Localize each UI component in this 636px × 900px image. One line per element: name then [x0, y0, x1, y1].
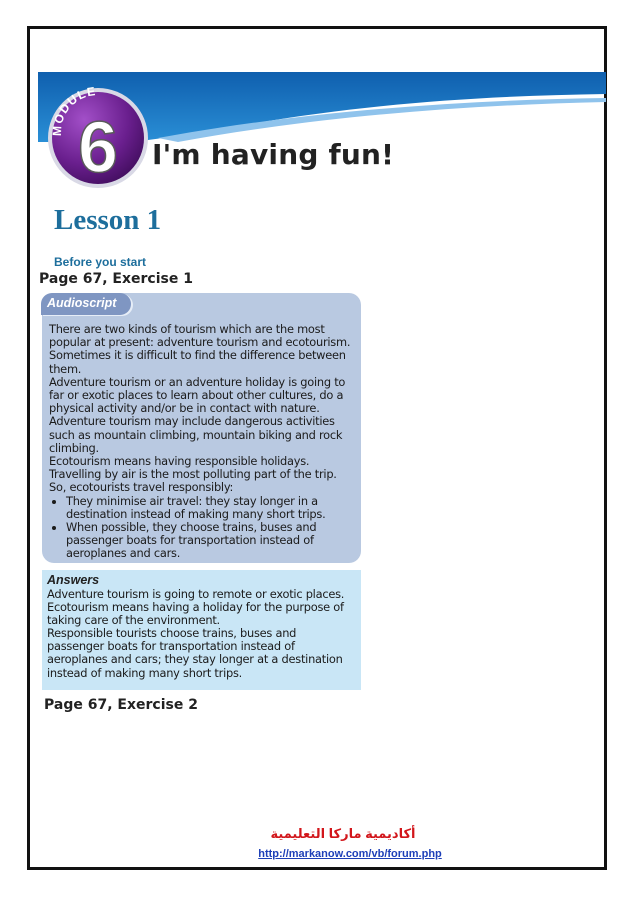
answer-paragraph: Adventure tourism is going to remote or exotic places. — [47, 587, 345, 601]
before-you-start-heading: Before you start — [54, 255, 147, 269]
footer-academy-name: أكاديمية ماركا التعليمية — [270, 826, 416, 841]
audioscript-tab — [41, 293, 131, 315]
audioscript-paragraph: Adventure tourism or an adventure holiday is going to far or exotic places to learn about other cultures, do a physical activity and/or be in contact with nature. Adventure tourism may include dangerous activities such as mountain climbing, mountain biking and rock climbing. — [49, 374, 346, 455]
audioscript-paragraph: Ecotourism means having responsible holidays. Travelling by air is the most polluting part of the trip. So, ecotourists travel responsibly: — [49, 454, 337, 495]
audioscript-paragraph: There are two kinds of tourism which are the most popular at present: adventure tourism and ecotourism. Sometimes it is difficult to find the difference between them. — [49, 322, 351, 376]
answers-text — [47, 588, 355, 680]
module-number: 6 — [77, 108, 119, 188]
exercise-2-ref: Page 67, Exercise 2 — [44, 697, 198, 713]
answers-box — [42, 570, 361, 690]
answers-heading: Answers — [47, 573, 100, 587]
audioscript-box — [42, 293, 361, 563]
audioscript-text — [49, 323, 351, 561]
answer-paragraph: Ecotourism means having a holiday for the purpose of taking care of the environment. — [47, 600, 344, 628]
module-label: MODULE — [49, 83, 98, 137]
audioscript-bullets — [49, 495, 351, 561]
exercise-1-ref: Page 67, Exercise 1 — [39, 271, 193, 287]
audioscript-bullet: • They minimise air travel: they stay longer in a destination instead of making many short trips. — [66, 495, 351, 521]
footer-forum-link[interactable]: http://markanow.com/vb/forum.php — [258, 848, 442, 860]
audioscript-bullet: • When possible, they choose trains, buses and passenger boats for transportation instead of aeroplanes and cars. — [66, 521, 351, 561]
module-badge-icon — [38, 80, 156, 192]
answer-paragraph: Responsible tourists choose trains, buses and passenger boats for transportation instead of aeroplanes and cars; they stay longer at a destination instead of making many short trips. — [47, 626, 343, 680]
module-title: I'm having fun! — [152, 138, 395, 171]
audioscript-label: Audioscript — [47, 296, 117, 310]
lesson-title: Lesson 1 — [54, 204, 162, 236]
